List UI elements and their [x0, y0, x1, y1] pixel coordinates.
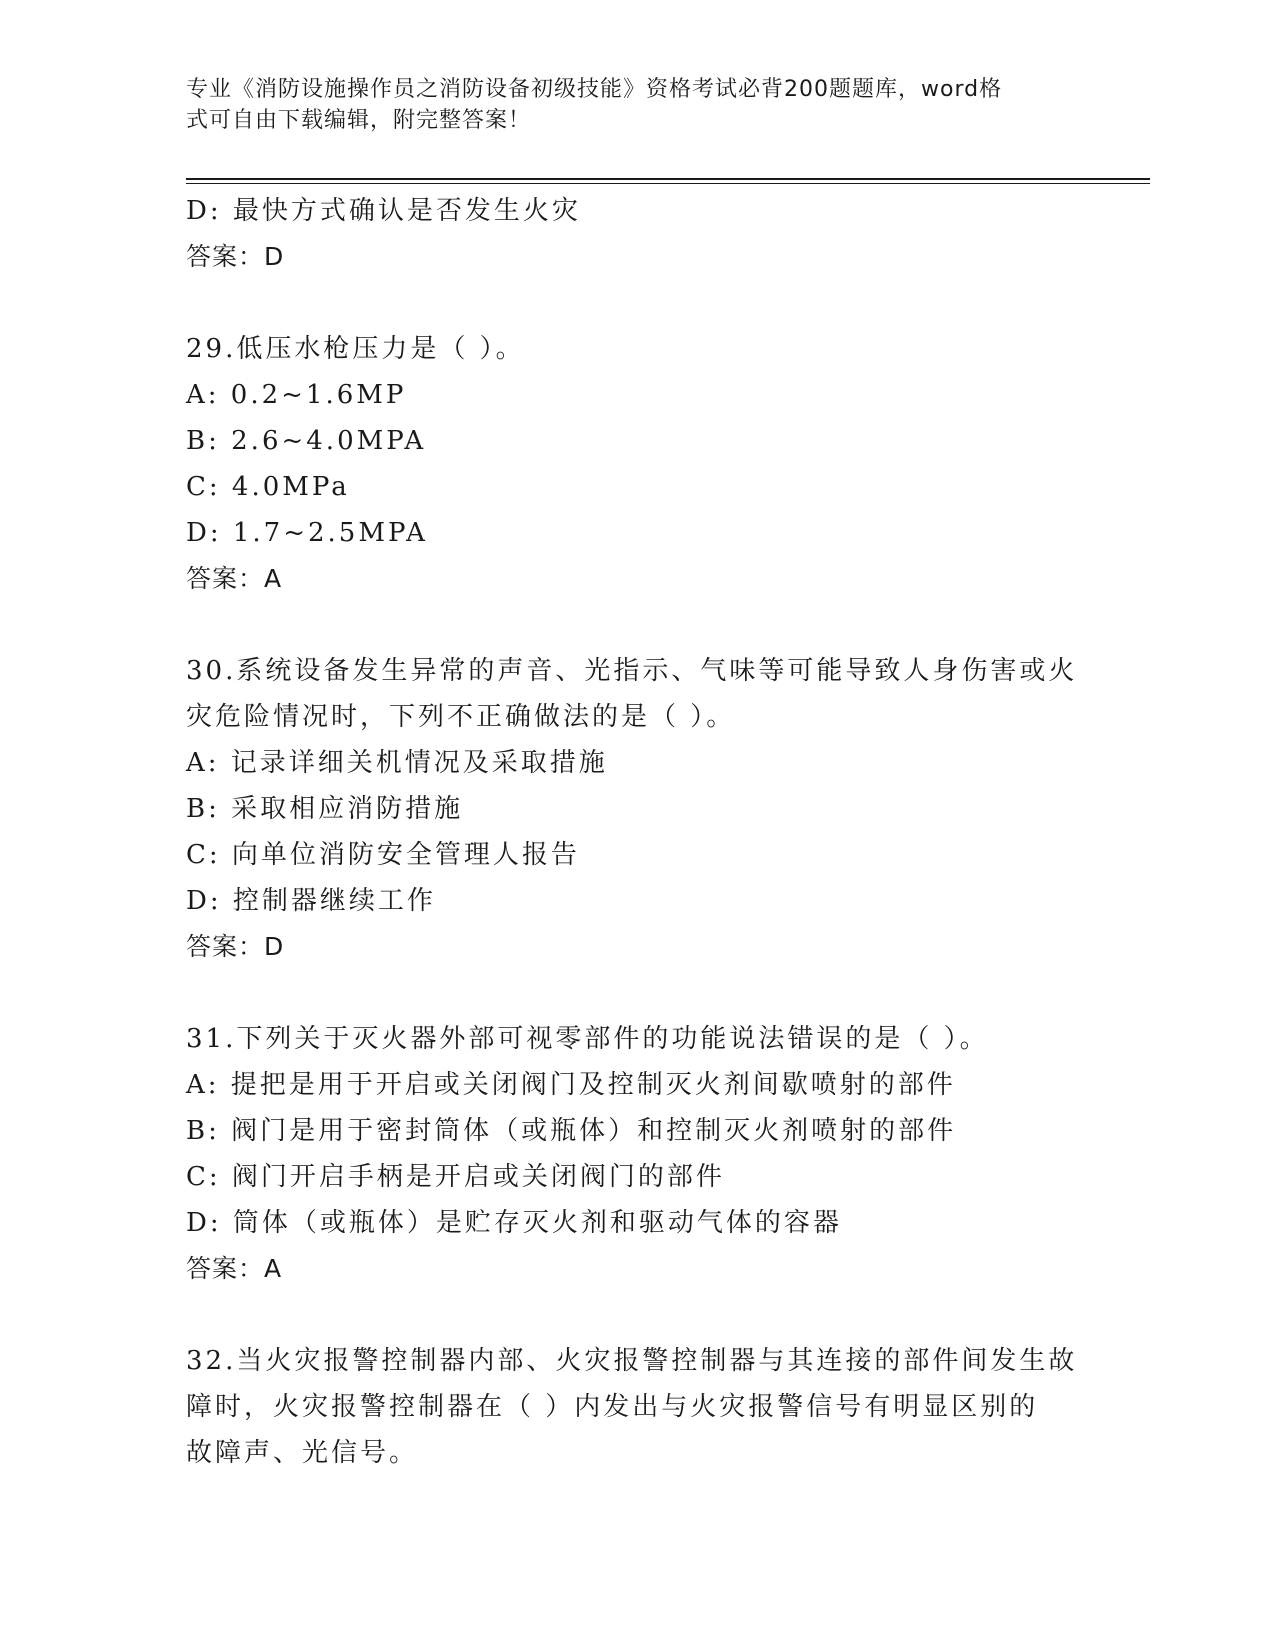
question-31: [186, 1016, 1086, 1292]
option-c: C: 阀门开启手柄是开启或关闭阀门的部件: [186, 1162, 725, 1192]
option-b: B: 采取相应消防措施: [186, 794, 464, 824]
question-30: [186, 648, 1086, 970]
answer: 答案：A: [186, 564, 283, 593]
answer: 答案：A: [186, 1254, 283, 1283]
option-a: A: 0.2~1.6MP: [186, 380, 407, 410]
option-b: B: 2.6~4.0MPA: [186, 426, 427, 456]
option-c: C: 向单位消防安全管理人报告: [186, 840, 580, 870]
previous-question-tail: [186, 188, 1086, 280]
option-b: B: 阀门是用于密封筒体（或瓶体）和控制灭火剂喷射的部件: [186, 1116, 957, 1146]
document-body: [186, 188, 1086, 1476]
question-text-line-1: 32.当火灾报警控制器内部、火灾报警控制器与其连接的部件间发生故: [186, 1346, 1078, 1376]
option-c: C: 4.0MPa: [186, 472, 350, 502]
question-text-line-3: 故障声、光信号。: [186, 1438, 419, 1468]
header-divider-thick: [186, 178, 1150, 180]
option-d: D: 筒体（或瓶体）是贮存灭火剂和驱动气体的容器: [186, 1208, 842, 1238]
answer: 答案：D: [186, 242, 285, 271]
question-text-line-1: 30.系统设备发生异常的声音、光指示、气味等可能导致人身伤害或火: [186, 656, 1078, 686]
header-line-2: 式可自由下载编辑，附完整答案！: [186, 108, 532, 133]
question-text-line-2: 障时，火灾报警控制器在（ ）内发出与火灾报警信号有明显区别的: [186, 1392, 1039, 1422]
question-29: [186, 326, 1086, 602]
question-text-line-2: 灾危险情况时，下列不正确做法的是（ ）。: [186, 702, 736, 732]
question-32: [186, 1338, 1086, 1476]
document-header: [186, 74, 1066, 136]
header-line-1: 专业《消防设施操作员之消防设备初级技能》资格考试必背200题题库，word格: [186, 77, 1003, 102]
answer: 答案：D: [186, 932, 285, 961]
option-d: D: 1.7~2.5MPA: [186, 518, 428, 548]
question-text: 31.下列关于灭火器外部可视零部件的功能说法错误的是（ ）。: [186, 1024, 989, 1054]
option-d: D: 最快方式确认是否发生火灾: [186, 196, 581, 226]
question-text: 29.低压水枪压力是（ ）。: [186, 334, 525, 364]
option-a: A: 提把是用于开启或关闭阀门及控制灭火剂间歇喷射的部件: [186, 1070, 956, 1100]
option-a: A: 记录详细关机情况及采取措施: [186, 748, 608, 778]
option-d: D: 控制器继续工作: [186, 886, 436, 916]
header-divider-thin: [186, 183, 1150, 184]
